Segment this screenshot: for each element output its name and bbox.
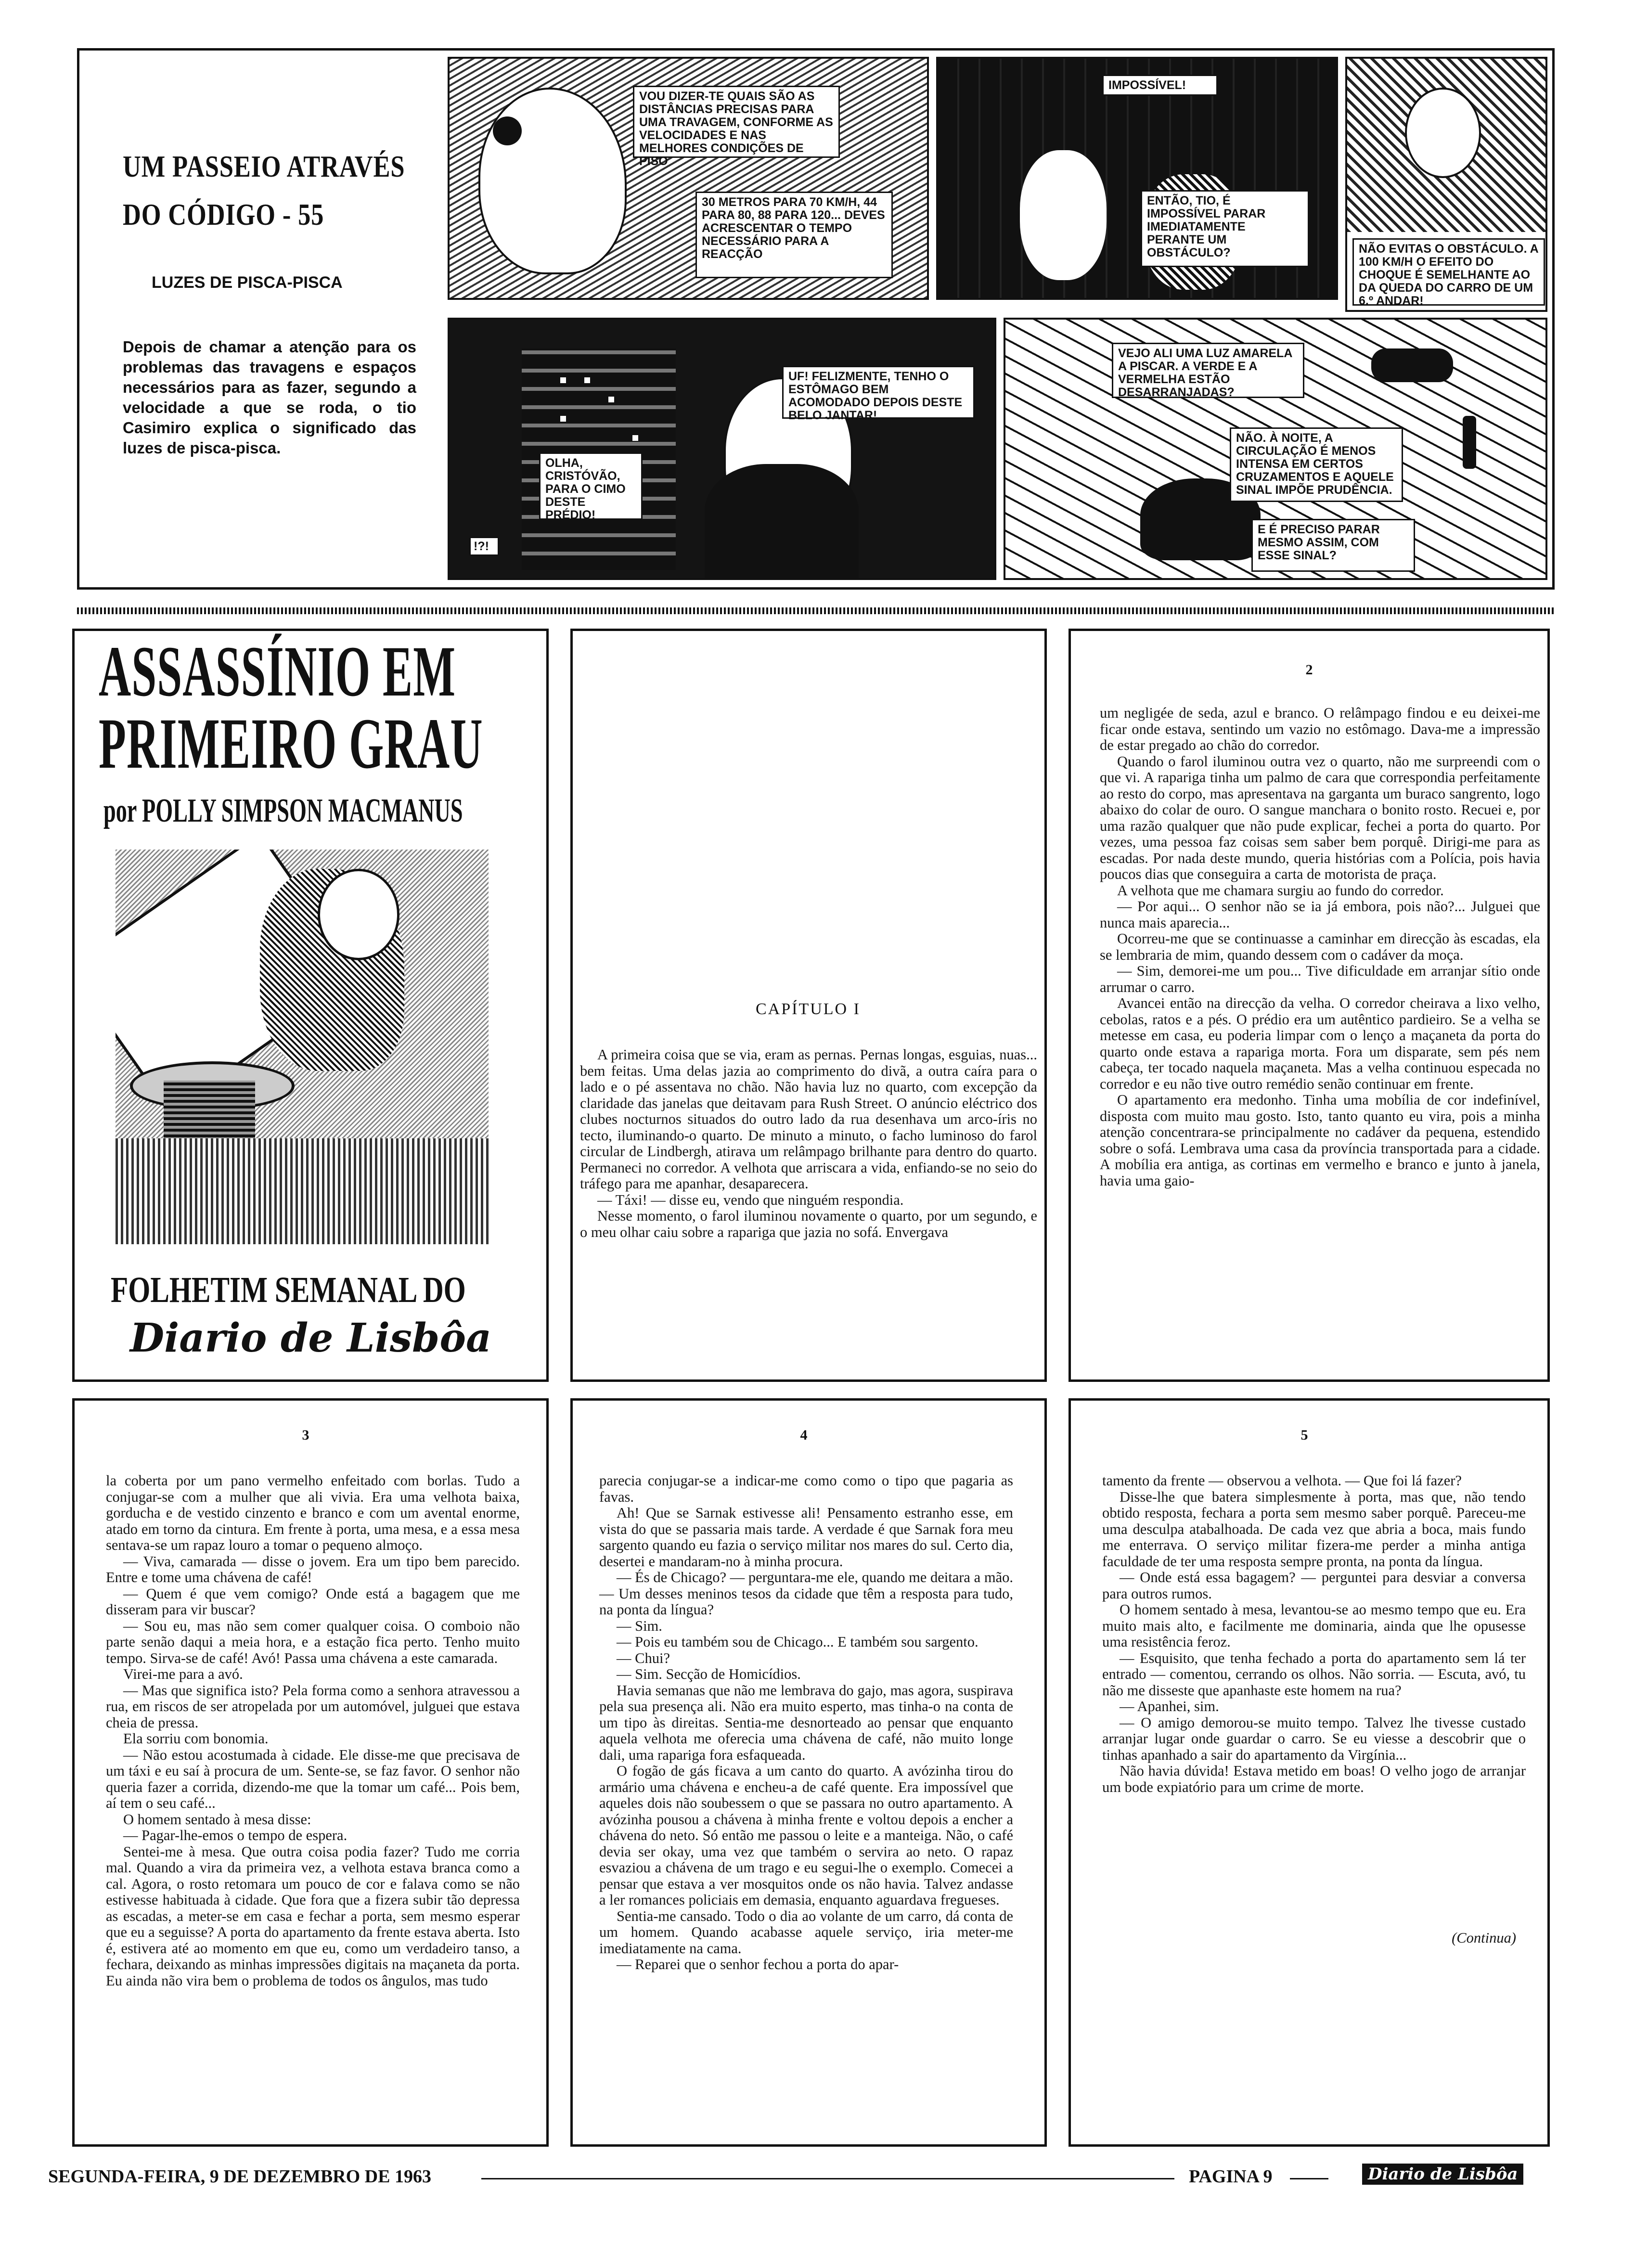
paragraph: — Sim, demorei-me um pou... Tive dificuldade em arranjar sítio onde arrumar o carro. [1100, 963, 1540, 995]
comic-bubble-3: IMPOSSÍVEL! [1102, 75, 1218, 96]
serial-page-1-text [580, 1047, 1037, 1240]
diario-de-lisboa-masthead: Diario de Lisbôa [130, 1315, 492, 1361]
paragraph: — Mas que significa isto? Pela forma como a senhora atravessou a rua, em riscos de ser atropelada por um automóvel, julguei que estava cheia de pressa. [106, 1682, 520, 1731]
footer-line-right [1290, 2178, 1328, 2179]
comic-title-line1: UM PASSEIO ATRAVÉS [123, 149, 405, 183]
comic-bubble-5: NÃO EVITAS O OBSTÁCULO. A 100 KM/H O EFEITO DO CHOQUE É SEMELHANTE AO DA QUEDA DO CARRO DE UM 6.º ANDAR! [1352, 238, 1545, 306]
paragraph: — Esquisito, que tenha fechado a porta do apartamento sem lá ter entrado — comentou, cerrando os olhos. Não sorria. — Escuta, avó, tu não me disseste que apanhaste este homem na rua? [1102, 1649, 1526, 1699]
comic-bubble-11: E É PRECISO PARAR MESMO ASSIM, COM ESSE SINAL? [1251, 519, 1415, 572]
paragraph: — Pagar-lhe-emos o tempo de espera. [123, 1827, 348, 1843]
paragraph: parecia conjugar-se a indicar-me como como o tipo que pagaria as favas. [599, 1472, 1013, 1505]
paragraph: — Sou eu, mas não sem comer qualquer coisa. O comboio não parte senão daqui a meia hora, e a estação fica perto. Tenho muito tempo. Sirva-se de café! Avó! Passa uma chávena a este camarada. [106, 1617, 520, 1666]
paragraph: — Não estou acostumada à cidade. Ele disse-me que precisava de um táxi e eu saí à procura de um. Sente-se, se faz favor. O senhor não queria fazer a corrida, dizendo-me que la tomar um café... Pois bem, aí tem o seu café... [106, 1746, 520, 1811]
serial-page-4-text [599, 1473, 1013, 1973]
paragraph: Disse-lhe que batera simplesmente à porta, mas que, não tendo obtido resposta, fechara a porta sem mesmo saber porquê. Pareceu-me uma desculpa atabalhoada. De cada vez que abria a boca, mais fundo me enterrava. O serviço militar fizera-me perder a minha antiga faculdade de ter uma resposta sempre pronta, na ponta da língua. [1102, 1488, 1526, 1570]
paragraph: Sentia-me cansado. Todo o dia ao volante de um carro, dá conta de um homem. Quando acabasse aquele serviço, iria meter-me imediatamente na cama. [599, 1907, 1013, 1957]
paragraph: Ocorreu-me que se continuasse a caminhar em direcção às escadas, ela se lembraria de mim, quando dessem com o cadáver da moça. [1100, 930, 1540, 963]
paragraph: Ah! Que se Sarnak estivesse ali! Pensamento estranho esse, em vista do que se passaria mais tarde. A verdade é que Sarnak fora meu sargento quando eu fazia o serviço militar nos mares do sul. Certo dia, desertei e mandaram-no à minha procura. [599, 1505, 1013, 1570]
footer-masthead: Diario de Lisbôa [1362, 2164, 1523, 2185]
paragraph: — Onde está essa bagagem? — perguntei para desviar a conversa para outros rumos. [1102, 1569, 1526, 1602]
comic-bubble-1: VOU DIZER-TE QUAIS SÃO AS DISTÂNCIAS PRECISAS PARA UMA TRAVAGEM, CONFORME AS VELOCIDADES E NAS MELHORES CONDIÇÕES DE PISO [633, 86, 840, 158]
comic-subtitle: LUZES DE PISCA-PISCA [152, 273, 343, 292]
paragraph: — Por aqui... O senhor não se ia já embora, pois não?... Julguei que nunca mais aparecia... [1100, 898, 1540, 931]
paragraph: Não havia dúvida! Estava metido em boas! O velho jogo de arranjar um bode expiatório para um crime de morte. [1102, 1763, 1526, 1795]
paragraph: O homem sentado à mesa, levantou-se ao mesmo tempo que eu. Era muito mais alto, e facilmente me dominaria, ainda que lhe opusesse uma resistência feroz. [1102, 1601, 1526, 1650]
paragraph: Sentei-me à mesa. Que outra coisa podia fazer? Tudo me corria mal. Quando a vira da primeira vez, a velhota estava branca como a cal. Agora, o rosto retomara um pouco de cor e falava como se não estivesse habituada à cidade. Que fora que a fizera subir tão depressa as escadas, a meter-se em casa e fechar a porta, sem mesmo esperar que eu a seguisse? A porta do apartamento da frente estava aberta. Isto é, estivera até ao momento em que eu, como um verdadeiro tanso, a fechara, deixando as minhas impressões digitais na maçaneta da porta. Eu ainda não vira bem o problema de todos os ângulos, mas tudo [106, 1843, 520, 1989]
paragraph: — Quem é que vem comigo? Onde está a bagagem que me disseram para vir buscar? [106, 1585, 520, 1618]
page-number-4: 4 [800, 1427, 808, 1443]
comic-title-line2: DO CÓDIGO - 55 [123, 197, 324, 232]
serial-byline: por POLLY SIMPSON MACMANUS [103, 792, 463, 829]
serial-page-3-text [106, 1473, 520, 1989]
comic-bubble-7: OLHA, CRISTÓVÃO, PARA O CIMO DESTE PRÉDIO! [539, 452, 643, 520]
serial-page-2-text [1100, 705, 1540, 1189]
paragraph: Havia semanas que não me lembrava do gajo, mas agora, suspirava pela sua presença ali. Não era muito esperto, mas tinha-o na conta de um tipo às direitas. Sentia-me desnorteado ao pensar que enquanto aquela velhota me oferecia uma chávena de café, não muito longe dali, uma rapariga fora esfaqueada. [599, 1682, 1013, 1763]
paragraph: — O amigo demorou-se muito tempo. Talvez lhe tivesse custado arranjar lugar onde guardar o carro. Se eu viesse a descobrir que o tinhas apanhado a sair do apartamento da Virgínia... [1102, 1714, 1526, 1763]
serial-headline-line2: PRIMEIRO GRAU [99, 704, 483, 784]
paragraph: Quando o farol iluminou outra vez o quarto, não me surpreendi com o que vi. A rapariga tinha um palmo de cara que correspondia perfeitamente ao resto do corpo, mas apresentava na garganta um buraco sangrento, logo abaixo do colar de ouro. O sangue manchara o bonito rosto. Recuei e, por uma razão qualquer que não pude explicar, fechei a porta do quarto. Por vezes, uma pessoa faz coisas sem saber bem porquê. Dirigi-me para as escadas. Por nada deste mundo, queria histórias com a Polícia, pois havia poucos dias que conseguira a carta de motorista de praça. [1100, 753, 1540, 882]
comic-bubble-8: !?! [469, 537, 499, 556]
footer-date: SEGUNDA-FEIRA, 9 DE DEZEMBRO DE 1963 [48, 2166, 431, 2187]
page-number-5: 5 [1300, 1427, 1308, 1443]
comic-panel-4 [448, 318, 996, 580]
page-number-3: 3 [302, 1427, 309, 1443]
paragraph: — És de Chicago? — perguntara-me ele, quando me deitara a mão. — Um desses meninos tesos da cidade que têm a resposta para tudo, na ponta da língua? [599, 1569, 1013, 1618]
paragraph: A velhota que me chamara surgiu ao fundo do corredor. [1117, 882, 1444, 899]
serial-headline-line1: ASSASSÍNIO EM [99, 631, 456, 711]
continua-note: (Continua) [1452, 1930, 1516, 1946]
paragraph: A primeira coisa que se via, eram as pernas. Pernas longas, esguias, nuas... bem feitas. Uma delas jazia ao comprimento do divã, a outra caíra para o lado e o pé assentava no chão. Não havia luz no quarto, com excepção da claridade das janelas que deitavam para Rush Street. O anúncio eléctrico dos clubes nocturnos situados do outro lado da rua desenhava um arco-íris no tecto, iluminando-o quarto. De minuto a minuto, o facho luminoso do farol circular de Lindbergh, atirava um relâmpago brilhante para dentro do quarto. Permaneci no corredor. A velhota que arriscara a vida, enfiando-se no seio do tráfego para me apanhar, desaparecera. [580, 1046, 1037, 1192]
paragraph: la coberta por um pano vermelho enfeitado com borlas. Tudo a conjugar-se com a mulher que ali vivia. Era uma velhota baixa, gorducha e de vestido cinzento e branco e com um avental enorme, atado em torno da cintura. Em frente à porta, uma mesa, e a essa mesa sentava-se um rapaz louro a tomar o pequeno almoço. [106, 1472, 520, 1553]
paragraph: Virei-me para a avó. [123, 1666, 243, 1682]
comic-bubble-6: UF! FELIZMENTE, TENHO O ESTÔMAGO BEM ACOMODADO DEPOIS DESTE BELO JANTAR! [782, 366, 975, 419]
paragraph: O apartamento era medonho. Tinha uma mobília de cor indefinível, disposta com muito mau gosto. Isto, tanto quanto eu vira, pois a minha atenção concentrara-se principalmente no cadáver da pequena, estendido sobre o sofá. Lembrava uma casa da província transportada para a cidade. A mobília era antiga, as cortinas em vermelho e branco e junto à janela, havia uma gaio- [1100, 1092, 1540, 1189]
comic-bubble-10: NÃO. À NOITE, A CIRCULAÇÃO É MENOS INTENSA EM CERTOS CRUZAMENTOS E AQUELE SINAL IMPÕE PRUDÊNCIA. [1230, 427, 1403, 502]
comic-bubble-4: ENTÃO, TIO, É IMPOSSÍVEL PARAR IMEDIATAMENTE PERANTE UM OBSTÁCULO? [1141, 190, 1309, 267]
paragraph: tamento da frente — observou a velhota. — Que foi lá fazer? [1102, 1472, 1462, 1489]
paragraph: um negligée de seda, azul e branco. O relâmpago findou e eu deixei-me ficar onde estava, sentindo um vazio no estômago. Dava-me a impressão de estar pregado ao chão do corredor. [1100, 705, 1540, 753]
footer-page: PAGINA 9 [1189, 2166, 1273, 2187]
separator-rule [77, 607, 1555, 614]
paragraph: — Reparei que o senhor fechou a porta do apar- [617, 1956, 899, 1972]
paragraph: — Viva, camarada — disse o jovem. Era um tipo bem parecido. Entre e tome uma chávena de café! [106, 1553, 520, 1585]
paragraph: — Táxi! — disse eu, vendo que ninguém respondia. [597, 1191, 904, 1208]
page-number-2: 2 [1305, 662, 1313, 678]
paragraph: Nesse momento, o farol iluminou novamente o quarto, por um segundo, e o meu olhar caiu sobre a rapariga que jazia no sofá. Envergava [580, 1208, 1037, 1240]
paragraph: — Apanhei, sim. [1120, 1698, 1219, 1714]
paragraph: O fogão de gás ficava a um canto do quarto. A avózinha tirou do armário uma chávena e encheu-a de café quente. Era impossível que aqueles dois não soubessem o que se passara no outro apartamento. A avózinha pousou a chávena à minha frente e voltou depois a encher a chávena do neto. Só então me passou o leite e a manteiga. Não, o café devia ser okay, uma vez que também o servira ao neto. O rapaz esvaziou a chávena de um trago e eu segui-lhe o exemplo. Comecei a pensar que estava a ver mosquitos onde os não havia. Talvez andasse a ler romances policiais em demasia, enquanto aguardava fregueses. [599, 1763, 1013, 1908]
folhetim-label: FOLHETIM SEMANAL DO [111, 1270, 466, 1310]
footer-line-left [481, 2178, 1174, 2179]
comic-intro: Depois de chamar a atenção para os problemas das travagens e espaços necessários para as fazer, segundo a velocidade a que se roda, o tio Casimiro explica o significado das luzes de pisca-pisca. [123, 338, 416, 457]
paragraph: — Chui? [617, 1649, 670, 1666]
paragraph: — Sim. [617, 1617, 662, 1634]
chapter-heading: CAPÍTULO I [756, 1000, 861, 1018]
paragraph: Avancei então na direcção da velha. O corredor cheirava a lixo velho, cebolas, ratos e a pés. O prédio era um autêntico pardieiro. Se a velha se metesse em casa, eu poderia limpar com o lenço a maçaneta da porta do quarto onde estava a rapariga morta. Fora um disparate, sem pés nem cabeça, ter tocado naquela maçaneta. Mas a velha continuou especada no corredor e eu não tive outro remédio senão continuar em frente. [1100, 995, 1540, 1092]
serial-page-5-text [1102, 1473, 1526, 1795]
comic-bubble-2: 30 METROS PARA 70 KM/H, 44 PARA 80, 88 PARA 120... DEVES ACRESCENTAR O TEMPO NECESSÁRIO PARA A REACÇÃO [695, 192, 893, 278]
serial-illustration [116, 850, 489, 1244]
paragraph: — Pois eu também sou de Chicago... E também sou sargento. [617, 1634, 978, 1650]
paragraph: — Sim. Secção de Homicídios. [617, 1666, 801, 1682]
paragraph: O homem sentado à mesa disse: [123, 1811, 311, 1828]
paragraph: Ela sorriu com bonomia. [123, 1730, 269, 1747]
comic-bubble-9: VEJO ALI UMA LUZ AMARELA A PISCAR. A VERDE E A VERMELHA ESTÃO DESARRANJADAS? [1112, 343, 1304, 398]
